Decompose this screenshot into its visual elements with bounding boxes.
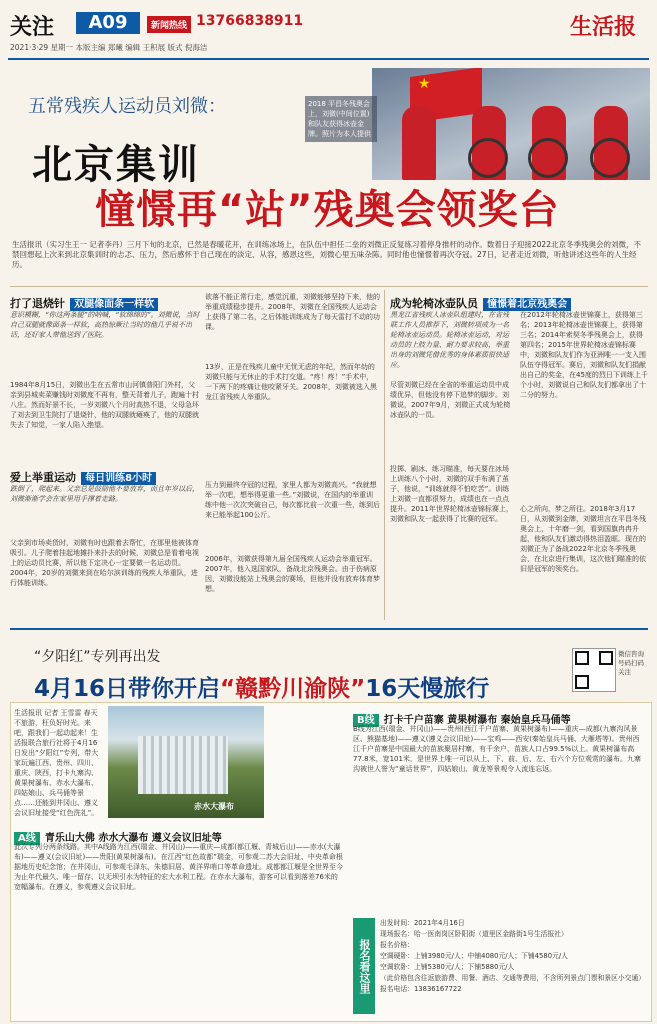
subhead-title: 打了退烧针 <box>10 297 65 310</box>
line-a-title: 青乐山大佛 赤水大瀑布 遵义会议旧址等 <box>44 833 222 844</box>
column-divider <box>384 290 385 620</box>
subhead-tag: 双腿像面条一样软 <box>70 298 158 311</box>
signup-line: 空调硬卧：上铺3980元/人；中铺4080元/人；下铺4580元/人 <box>380 952 568 960</box>
body-text: 尽管刘微已经在全省的举重运动员中成绩优异，但他没有停下追梦的脚步。刘微说，2007年9月，刘微正式成为轮椅冰壶队的一员。 <box>390 381 511 419</box>
lead-headline: 北京集训 <box>32 142 200 188</box>
page-number: A09 <box>76 12 140 34</box>
lead-subheadline: 憧憬再“站”残奥会领奖台 <box>95 187 560 233</box>
promo-title <box>34 670 489 703</box>
body-text: 1984年8月15日，刘微出生在五常市山河镇普阳门外村，父亲到县城卖菜赚钱时刘微度不再有，整天背着儿子，跑遍十村八庄。然而好景不长，一岁刘微八个月时高热不退，父母急坏了刘去到卫生院打了退烧针，他的双腿就瘫痪了，他的双腿就失去了知觉，一家人陷入绝望。 <box>10 381 199 429</box>
wheelchair-wheel <box>590 138 630 178</box>
line-a-tag: A线 <box>14 832 40 845</box>
promo-intro: 生活报讯 记者 王雪雷 春天不旅游，枉负好时光。来吧，跟我们一起动起来！生活报联合旅行社将于4月16日发出“夕阳红”专列，带大家玩遍江西、贵州、四川、重庆、陕西，打卡九寨沟、黄果树瀑布、赤水大瀑布、四姑娘山、兵马俑等景点……还能到井冈山、遵义会议旧址接受“红色洗礼”。 <box>14 709 99 817</box>
signup-line: 报名电话：13836167722 <box>380 985 462 993</box>
body-text: 欲落不能正常行走，感觉沉重，刘微能够坚持下来，他的举重成绩稳步提升。2008年，刘微在全国残疾人运动会上获得了第二名，之后体能训练成为了每天雷打不动的功课。 <box>205 293 380 331</box>
hotline-number: 13766838911 <box>196 13 304 29</box>
line-b-title: 打卡千户苗寨 黄果树瀑布 秦始皇兵马俑等 <box>383 715 571 726</box>
signup-line: （此价格包含往返旅游费、用餐、酒店、交通等费用，不含所列景点门票和景区小交通） <box>380 974 646 982</box>
promo-kicker: “夕阳红”专列再出发 <box>34 649 161 665</box>
body-text: 投掷、刷冰、练习瞄准，每天要在冰场上训练八个小时，刘微的双手布满了茧子，他说，“训练就得不怕吃苦”。训练上刘微一直都很努力，成绩也在一点点提升。2011年世界轮椅冰壶锦标赛上，刘微和队友一起获得了比赛的冠军。 <box>390 465 513 523</box>
line-a-body: 此次专列分两条线路。其中A线路为江西(瑞金、井冈山)——重庆—成都(都江堰、青城后山)——赤水(大瀑布)——遵义(会议旧址)——贵阳(黄果树瀑布)。在江西“红色故都”瑞金，可参观二苏大会旧址、中央革命根据地历史纪念馆；在井冈山，可参观毛泽东、朱德旧居、黄洋界哨口等革命遗址。成都都江堰是全世界至今为止年代最久、唯一留存、以无坝引水为特征的宏大水利工程。在赤水大瀑布，游客可以看到落差76米的宽幅瀑布。在遵义，参观遵义会议旧址。 <box>14 843 343 891</box>
section-title: 关注 <box>10 15 55 40</box>
waterfall-graphic <box>138 736 228 794</box>
section-heading <box>390 292 571 311</box>
promo-title-highlight: “赣黔川渝陕” <box>220 676 366 702</box>
lead-kicker: 五常残疾人运动员刘微： <box>28 96 226 117</box>
signup-line: 报名价格： <box>380 941 414 949</box>
section-heading <box>10 466 156 485</box>
promo-title-prefix: 4月16日带你开启 <box>34 676 221 702</box>
body-text: 2006年，刘微获得第九届全国残疾人运动会举重冠军。2007年，他入选国家队，备战北京残奥会。由于伤病原因，刘微没能站上残奥会的赛场，但他并没有放弃体育梦想。 <box>205 555 380 593</box>
section-heading <box>10 292 158 311</box>
photo-caption: 赤水大瀑布 <box>194 802 234 811</box>
lead-intro: 生活报讯（实习生王一 记者李丹）三月下旬的北京，已然是春暖花开，在训练冰场上，在队伍中担任二垒的刘微正反复练习着停身推杆的动作。数着日子迎接2022北京冬季残奥会的刘微，不禁回想起上次来到北京集训时的忐忑、压力，然后感怀于自己现在的淡定、从容，感恩这些，刘微心里五味杂陈。同时他也憧憬着再次夺冠。27日，记者走近刘微，听他讲述这些年的人生经历。 <box>12 240 641 269</box>
signup-tag: 报名看这里 <box>353 918 375 1014</box>
line-b-body: B线为江西(瑞金、井冈山)——贵州(西江千户苗寨、黄果树瀑布)——重庆—成都(九寨沟风景区、熊猫基地)——遵义(遵义会议旧址)——宝鸡——西安(秦始皇兵马俑、大雁塔等)。贵州西江千户苗寨是中国最大的苗族聚居村寨，有千余户，苗族人口占99.5%以上。黄果树瀑布高77.8米，宽101米，是世界上唯一可以从上、下、前、后、左、右六个方位观赏的瀑布。九寨沟被世人誉为“童话世界”，四姑娘山、黄龙等景观令人流连忘返。 <box>353 725 641 773</box>
section-quote: 意识模糊，“你这两条腿”的呐喊，“软绵绵的”。刘微说，当时自己双腿就像面条一样软，高热惊厥让当时的他几乎说不出话，还好家人带他送到了医院。 <box>10 311 200 339</box>
wheelchair-wheel <box>468 138 508 178</box>
photo-caption: 2018 平昌冬残奥会上，刘微(中间位置)和队友获得冰壶金牌。照片为本人提供 <box>305 96 377 142</box>
divider <box>10 286 648 287</box>
newspaper-logo: 生活报 <box>570 14 637 40</box>
signup-info <box>380 918 646 1016</box>
subhead-title: 爱上举重运动 <box>10 471 76 484</box>
section-quote: 黑龙江省残疾人冰壶队组建时，在省残联工作人员推荐下，刘微转项成为一名轮椅冰壶运动员。轮椅冰壶运动，对运动员的上肢力量、耐力要求较高，举重出身的刘微凭借优秀的身体素质很快适应。 <box>390 311 509 369</box>
subhead-tag: 每日训练8小时 <box>81 472 156 485</box>
line-b-tag: B线 <box>353 714 379 727</box>
body-text: 心之所向，梦之所往。2018年3月17日，从刘微到金牌，刘微坦言在平昌冬残奥会上，十年磨一剑，看到国旗冉冉升起，他和队友们激动得热泪盈眶。现在的刘微正为了备战2022年北京冬季残奥会，在北京进行集训，这次他们瞄准的依旧是冠军的领奖台。 <box>520 505 646 573</box>
qr-caption: 微信咨询号码扫码关注 <box>618 650 644 676</box>
waterfall-photo <box>108 706 264 818</box>
qr-code-icon <box>572 648 616 692</box>
dateline: 2021·3·29 星期一 本版主编 郑曦 编辑 王积展 版式 倪海洁 <box>10 43 208 52</box>
subhead-tag: 憧憬着北京残奥会 <box>483 298 571 311</box>
section-divider <box>10 628 648 630</box>
wheelchair-wheel <box>528 138 568 178</box>
hotline-label: 新闻热线 <box>147 16 191 33</box>
body-text: 压力到最终夺冠的过程，家里人都为刘微高兴。“我就想举一次吧，想举得更重一些。”刘微说，在国内的举重训练中他一次次突破自己，每次都比前一次重一些，练到后来已能举起100公斤。 <box>205 481 380 519</box>
signup-line: 出发时间：2021年4月16日 <box>380 919 465 927</box>
body-text: 在2012年轮椅冰壶世锦赛上，获得第三名；2013年轮椅冰壶世锦赛上，获得第三名；2014年索契冬季残奥会上，获得第四名；2015年世界轮椅冰壶锦标赛中，刘微和队友们作为亚洲唯一一支入围队伍夺得冠军。赛后，刘微和队友们捐献出自己的奖金，在45度的烈日下训练上千个小时，刘微说自己和队友们都拿出了十二分的努力。 <box>520 311 648 399</box>
subhead-title: 成为轮椅冰壶队员 <box>390 297 478 310</box>
body-text: 13岁，正是在残疾儿童中无忧无虑的年纪，然而年幼的刘微只能与无休止的手术打交道。“疼！疼！”手术中，一下两下的疼痛让他咬紧牙关。2008年，刘微被选入黑龙江省残疾人举重队。 <box>205 363 377 401</box>
athlete-figure <box>402 106 436 180</box>
lead-photo <box>372 68 650 180</box>
section-quote: 跌倒了，爬起来。父亲总是鼓励他不要放弃，而且年岁以后，刘微渐渐学会在家里用手撑着走路。 <box>10 485 199 503</box>
header-divider <box>8 58 649 60</box>
body-text: 父亲到市场卖货时，刘微有时也跟着去帮忙，在那里他被体育吸引。儿子爬着挂起地摊扑来扑去的时候，刘微总是看着电视上的运动员比赛，所以他下定决心一定要做一名运动员。2004年，20岁的刘微来到在哈尔滨训练的残疾人举重队，进行体能训练。 <box>10 539 199 587</box>
promo-title-suffix: 16天慢旅行 <box>365 676 490 702</box>
flag-star-icon: ★ <box>418 76 431 92</box>
signup-line: 空调软卧：上铺5380元/人；下铺5880元/人 <box>380 963 515 971</box>
signup-line: 现场报名：哈一医南岗区卧阳街（道里区金路街1号生活报社） <box>380 930 568 938</box>
